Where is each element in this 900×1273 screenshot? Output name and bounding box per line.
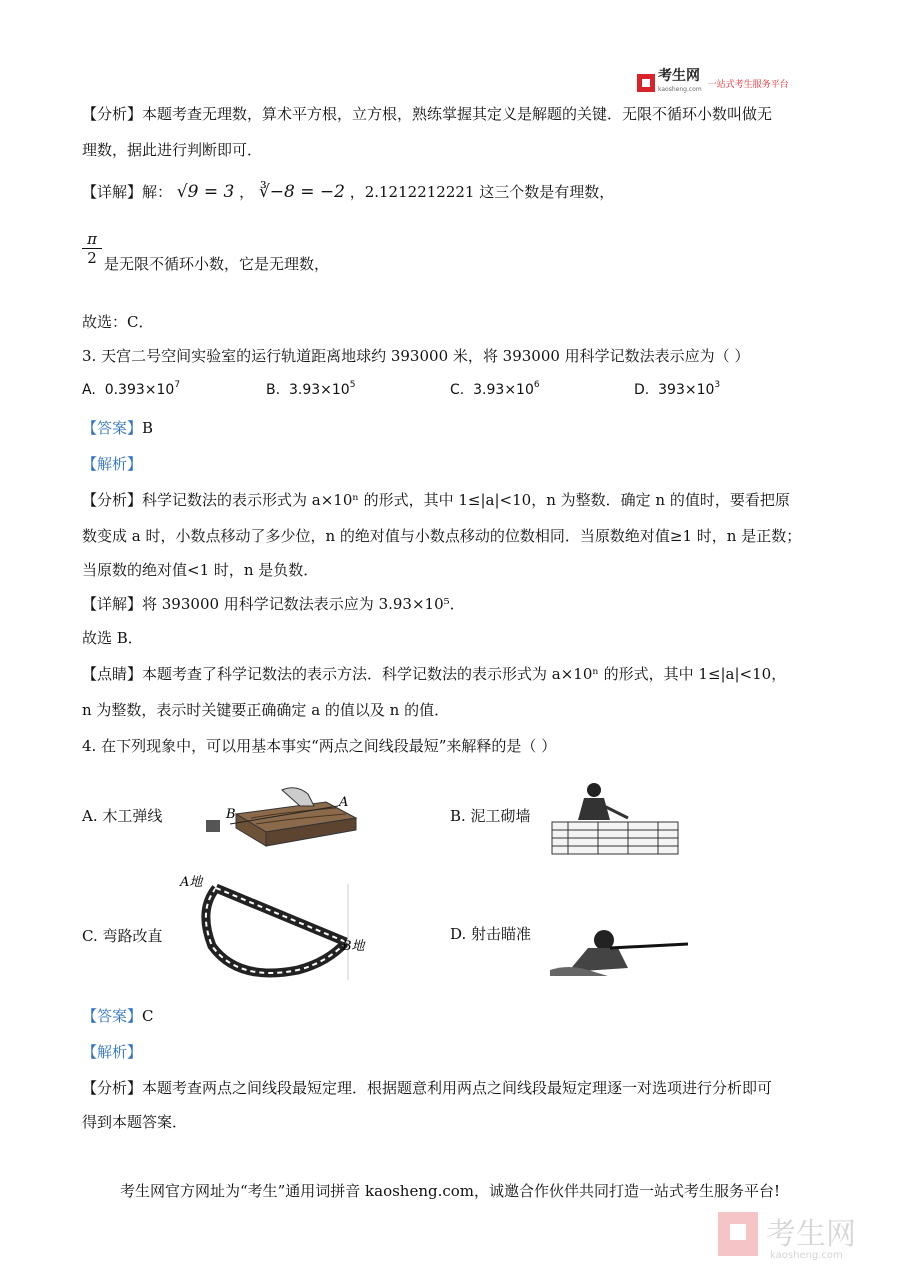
place-a-label: A地 (180, 875, 203, 890)
q4-answer-line (82, 1006, 154, 1026)
q4-stem: 4. 在下列现象中，可以用基本事实“两点之间线段最短”来解释的是（ ） (82, 737, 557, 755)
s2-analysis-line2: 理数，据此进行判断即可． (82, 141, 263, 159)
curved-road-figure (178, 870, 378, 982)
q4-option-c: C. 弯路改直 (82, 927, 163, 945)
q3-comment-line2: n 为整数，表示时关键要正确确定 a 的值以及 n 的值． (82, 701, 450, 719)
q3-option-a: A. $0.393\times 10^7$ (82, 380, 181, 398)
q4-option-a: A. 木工弹线 (82, 807, 163, 825)
bricklayer-wall-figure (548, 780, 682, 856)
place-b-label: B地 (342, 939, 365, 954)
fraction-denominator: 2 (87, 249, 97, 267)
s2-analysis-line1: 【分析】本题考查无理数，算术平方根，立方根，熟练掌握其定义是解题的关键．无限不循环小数叫做无 (82, 105, 773, 123)
q3-analysis-line2: 数变成 a 时，小数点移动了多少位，n 的绝对值与小数点移动的位数相同．当原数绝对值≥1 时，n 是正数； (82, 527, 802, 545)
q3-comment-line1: 【点睛】本题考查了科学记数法的表示方法．科学记数法的表示形式为 a×10ⁿ 的形式，其中 1≤|a|<10， (82, 665, 787, 683)
q3-option-d: D. $393\times 10^3$ (634, 380, 721, 398)
point-a-label: A (339, 795, 349, 810)
s2-detail-line: 【详解】解： √9 = 3 ， ∛−8 = −2 ，2.1212212221 这三个数是有理数， (82, 182, 615, 202)
q3-option-c: C. $3.93\times 10^6$ (450, 380, 540, 398)
s2-choice: 故选：C． (82, 313, 154, 331)
watermark-logo (716, 1208, 886, 1262)
q3-analysis-line1: 【分析】科学记数法的表示形式为 a×10ⁿ 的形式，其中 1≤|a|<10，n 为整数．确定 n 的值时，要看把原 (82, 491, 790, 509)
s2-pi-text: 是无限不循环小数，它是无理数， (104, 255, 330, 273)
q3-option-b: B. $3.93\times 10^5$ (266, 380, 356, 398)
logo-brand: 考生网 kaosheng.com (658, 70, 702, 96)
footer-note: 考生网官方网址为“考生”通用词拼音 kaosheng.com，诚邀合作伙伴共同打造一站式考生服务平台! (119, 1182, 781, 1200)
logo-slogan: 一站式考生服务平台 (707, 79, 789, 90)
fraction-numerator: π (82, 230, 102, 249)
logo-domain: kaosheng.com (658, 86, 702, 93)
pi-over-2-fraction (82, 230, 102, 267)
q3-answer-tag: 【答案】 (82, 419, 143, 437)
s2-detail-rest: ，2.1212212221 这三个数是有理数， (349, 183, 615, 201)
logo-mark-icon (637, 74, 655, 92)
q3-answer-line (82, 418, 153, 438)
q3-answer: B (142, 419, 154, 437)
q3-jiexi-tag: 【解析】 (82, 455, 143, 473)
sqrt-expression: √9 = 3 (176, 182, 235, 202)
s2-detail-prefix: 【详解】解： (82, 183, 173, 201)
watermark-text: 考生网 (766, 1217, 856, 1252)
q3-analysis-line3: 当原数的绝对值<1 时，n 是负数． (82, 561, 319, 579)
q3-detail: 【详解】将 393000 用科学记数法表示应为 3.93×10⁵． (82, 595, 465, 613)
cbrt-expression: ∛−8 = −2 (258, 182, 345, 202)
q4-answer: C (142, 1007, 154, 1025)
shooting-aim-figure (548, 924, 692, 980)
q4-jiexi-tag: 【解析】 (82, 1043, 143, 1061)
q3-stem: 3. 天宫二号空间实验室的运行轨道距离地球约 393000 米，将 393000 用科学记数法表示应为（ ） (82, 347, 750, 365)
q4-analysis-line1: 【分析】本题考查两点之间线段最短定理．根据题意利用两点之间线段最短定理逐一对选项进行分析即可 (82, 1079, 773, 1097)
q4-answer-tag: 【答案】 (82, 1007, 143, 1025)
carpenter-chalk-line-figure (196, 784, 360, 850)
q4-option-d: D. 射击瞄准 (450, 925, 532, 943)
header-logo (637, 68, 789, 94)
watermark-domain: kaosheng.com (770, 1250, 843, 1261)
point-b-label: B (226, 807, 236, 822)
q4-analysis-line2: 得到本题答案． (82, 1113, 188, 1131)
q3-choice: 故选 B． (82, 629, 143, 647)
q4-option-b: B. 泥工砌墙 (450, 807, 531, 825)
